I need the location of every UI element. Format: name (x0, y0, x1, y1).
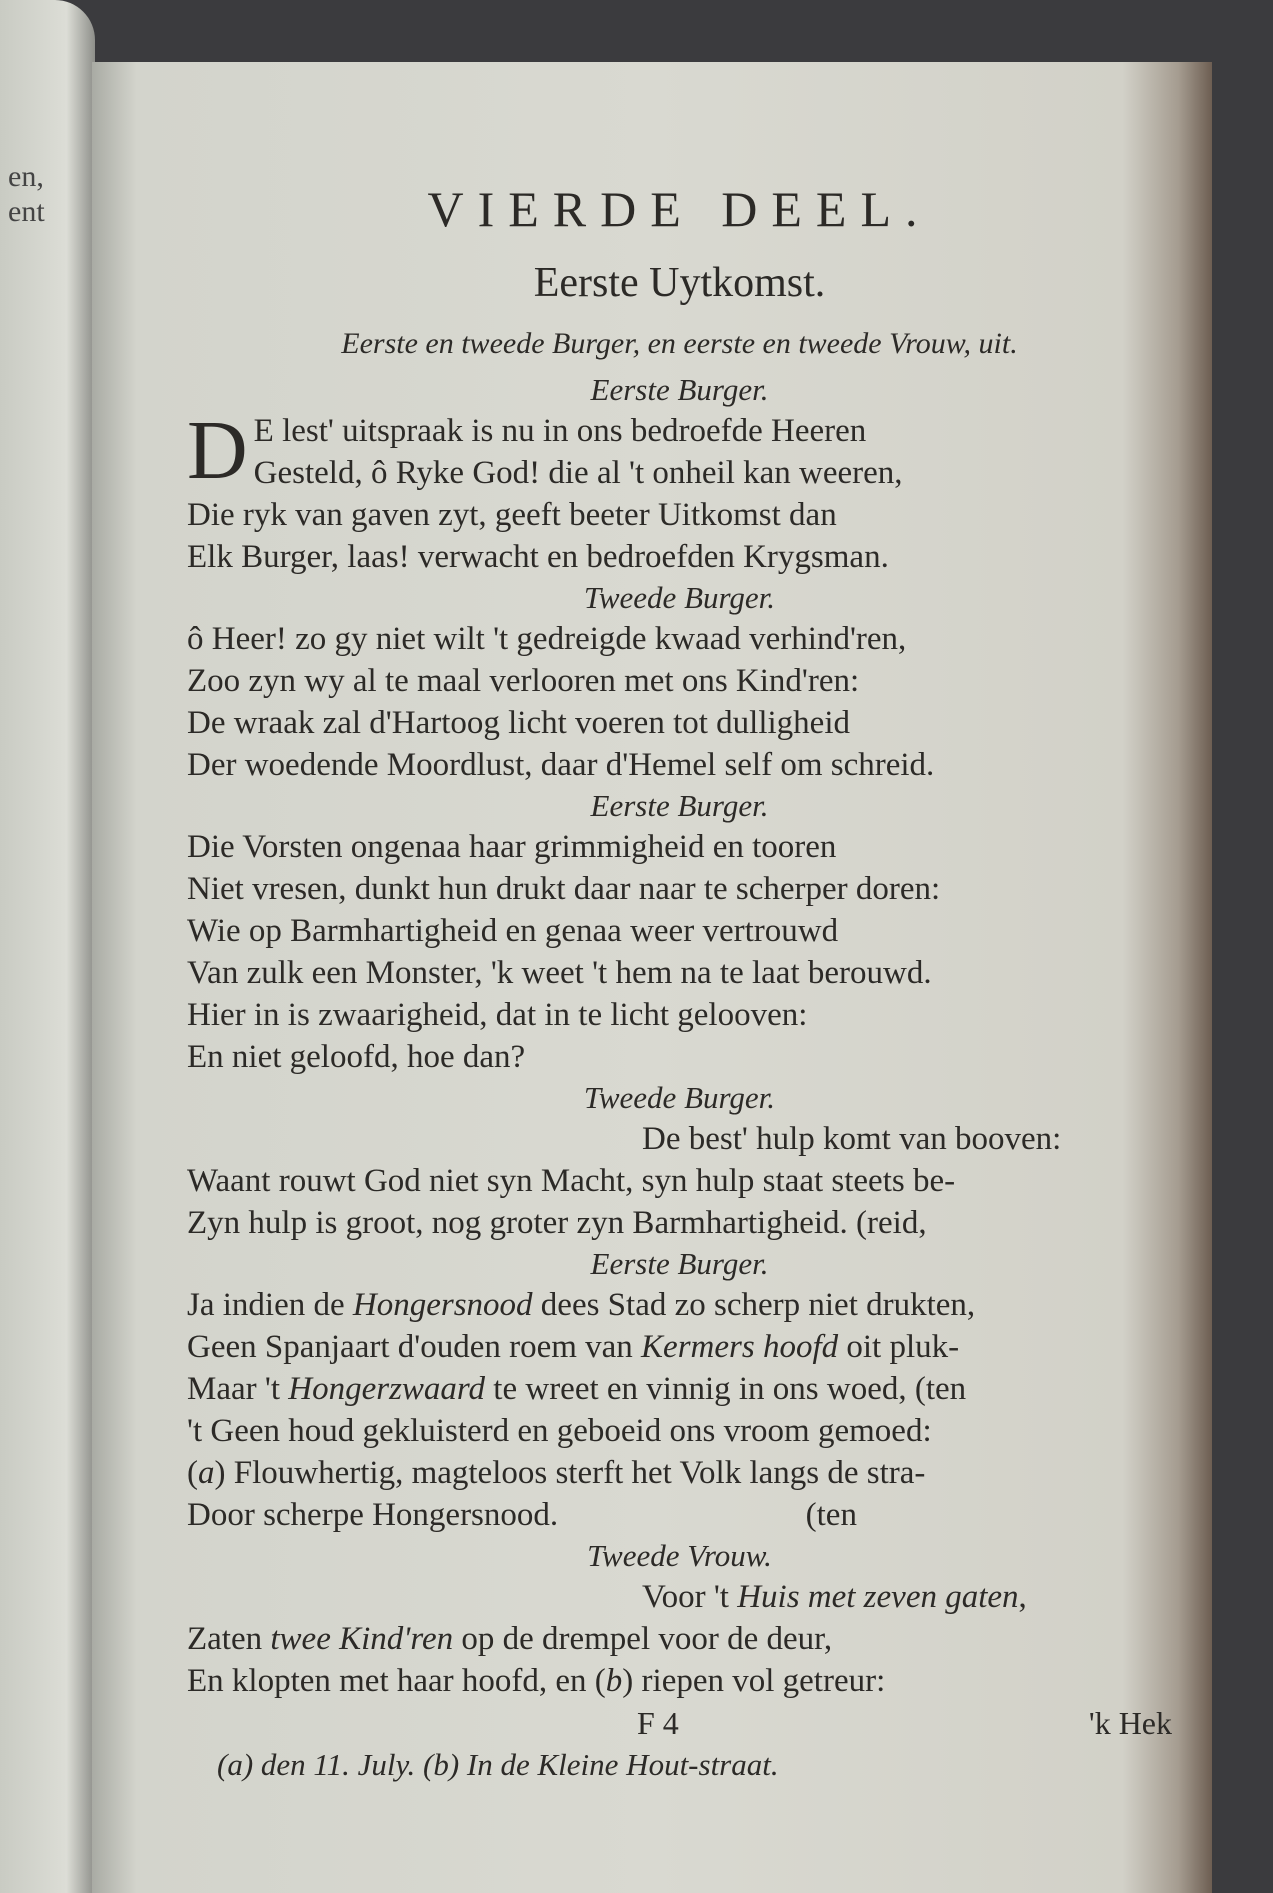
verse-text: op de drempel voor de deur, (453, 1621, 833, 1657)
verse-text: 't Geen houd gekluisterd en geboeid ons vroom gemoed: (187, 1413, 932, 1449)
signature-mark: F 4 (637, 1705, 679, 1741)
facing-left-page (0, 0, 95, 1893)
verse-text: Der woedende Moordlust, daar d'Hemel self om schreid. (187, 747, 935, 783)
verse-text: dees Stad zo scherp niet drukten, (532, 1287, 976, 1323)
italic-text: twee Kind'ren (270, 1621, 454, 1657)
verse-text: Wie op Barmhartigheid en genaa weer vertrouwd (187, 913, 839, 949)
verse-text: Hier in is zwaarigheid, dat in te licht gelooven: (187, 997, 808, 1033)
verse-line (187, 1494, 1172, 1536)
verse-text: Voor 't (642, 1579, 738, 1615)
verse-line (187, 1118, 1172, 1160)
speaker-heading: Eerste Burger. (590, 372, 769, 407)
verse-text: te wreet en vinnig in ons woed, (ten (485, 1371, 967, 1407)
verse-text: ( (187, 1455, 198, 1491)
page-text (187, 170, 1172, 1786)
verse-text: En niet geloofd, hoe dan? (187, 1039, 526, 1075)
drop-cap: D (187, 404, 248, 497)
verse-line (187, 618, 1172, 660)
book-page (92, 62, 1212, 1893)
verse-line (187, 1202, 1172, 1244)
verse-line (187, 1618, 1172, 1660)
verse-text: oit pluk- (838, 1329, 960, 1365)
verse-line (187, 660, 1172, 702)
speaker-heading: Tweede Vrouw. (587, 1538, 772, 1573)
left-page-fragment: en, (8, 160, 44, 193)
italic-text: Hongerzwaard (288, 1371, 486, 1407)
verse-line (187, 744, 1172, 786)
verse-line (187, 910, 1172, 952)
verse-line (187, 868, 1172, 910)
dialogue (187, 370, 1172, 1702)
speaker-heading: Eerste Burger. (590, 1246, 769, 1281)
speaker-heading: Tweede Burger. (583, 580, 776, 615)
verse-text: Die Vorsten ongenaa haar grimmigheid en tooren (187, 829, 837, 865)
verse-text: , (1018, 1579, 1027, 1615)
scene-title: Eerste Uytkomst. (533, 260, 826, 306)
verse-line (187, 1660, 1172, 1702)
verse-line (187, 494, 1172, 536)
verse-text: Ja indien de (187, 1287, 353, 1323)
verse-text: ) Flouwhertig, magteloos sterft het Volk langs de stra- (214, 1455, 926, 1491)
verse-line (187, 1410, 1172, 1452)
footnotes: (a) den 11. July. (b) In de Kleine Hout-straat. (217, 1747, 779, 1782)
verse-text: Zaten (187, 1621, 271, 1657)
part-title: VIERDE DEEL. (427, 181, 932, 237)
verse-line (187, 1368, 1172, 1410)
verse-text: Maar 't (187, 1371, 289, 1407)
verse-text: ) riepen vol getreur: (622, 1663, 886, 1699)
italic-text: Hongersnood (352, 1287, 533, 1323)
verse-text: De best' hulp komt van booven: (642, 1121, 1062, 1157)
speaker-heading: Tweede Burger. (583, 1080, 776, 1115)
verse-line (187, 1160, 1172, 1202)
verse-line (187, 452, 1172, 494)
italic-text: Huis met zeven gaten (737, 1579, 1019, 1615)
verse-line (187, 1576, 1172, 1618)
verse-text: Die ryk van gaven zyt, geeft beeter Uitkomst dan (187, 497, 837, 533)
verse-text: En klopten met haar hoofd, en ( (187, 1663, 606, 1699)
verse-line (187, 826, 1172, 868)
verse-line (187, 1284, 1172, 1326)
verse-text: Geen Spanjaart d'ouden roem van (187, 1329, 642, 1365)
verse-text: Door scherpe Hongersnood. (ten (187, 1497, 857, 1533)
dramatis-personae: Eerste en tweede Burger, en eerste en tweede Vrouw, uit. (341, 327, 1018, 360)
verse-text: Van zulk een Monster, 'k weet 't hem na te laat berouwd. (187, 955, 932, 991)
verse-text: E lest' uitspraak is nu in ons bedroefde Heeren (253, 413, 867, 449)
speaker-heading: Eerste Burger. (590, 788, 769, 823)
verse-text: ô Heer! zo gy niet wilt 't gedreigde kwaad verhind'ren, (187, 621, 907, 657)
signature-row (187, 1702, 1172, 1744)
italic-text: b (605, 1663, 623, 1699)
verse-text: De wraak zal d'Hartoog licht voeren tot dulligheid (187, 705, 850, 741)
verse-line (187, 536, 1172, 578)
verse-line (187, 1326, 1172, 1368)
verse-line (187, 1036, 1172, 1078)
verse-text: Niet vresen, dunkt hun drukt daar naar te scherper doren: (187, 871, 941, 907)
catchword: 'k Hek (1088, 1705, 1172, 1741)
verse-line (187, 994, 1172, 1036)
verse-text: Gesteld, ô Ryke God! die al 't onheil kan weeren, (253, 455, 903, 491)
verse-text: Elk Burger, laas! verwacht en bedroefden Krygsman. (187, 539, 889, 575)
verse-text: Waant rouwt God niet syn Macht, syn hulp staat steets be- (187, 1163, 956, 1199)
verse-text: Zyn hulp is groot, nog groter zyn Barmhartigheid. (reid, (187, 1205, 927, 1241)
verse-line (187, 1452, 1172, 1494)
verse-text: Zoo zyn wy al te maal verlooren met ons Kind'ren: (187, 663, 860, 699)
verse-line (187, 952, 1172, 994)
italic-text: a (198, 1455, 215, 1491)
left-page-fragment: ent (8, 195, 45, 228)
verse-line (187, 702, 1172, 744)
italic-text: Kermers hoofd (641, 1329, 839, 1365)
